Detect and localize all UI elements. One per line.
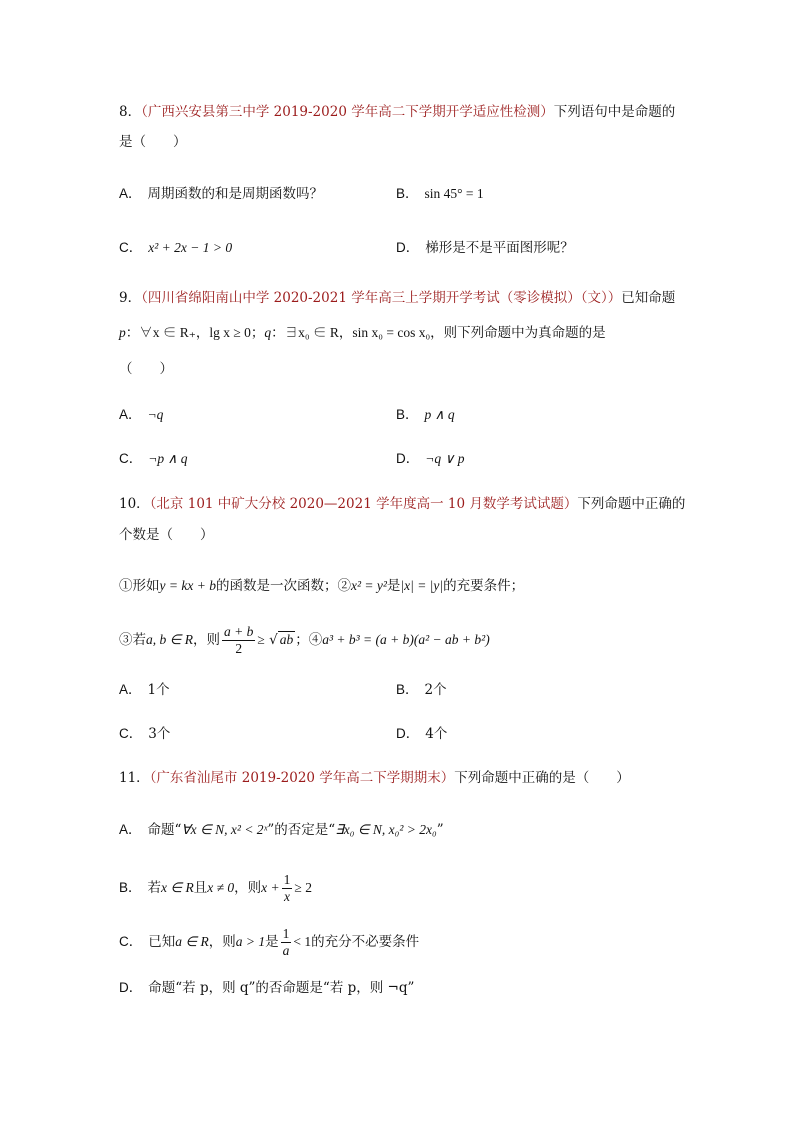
question-number: 10． (119, 496, 150, 512)
option-text: 周期函数的和是周期函数吗？ (147, 186, 324, 202)
option-text: 且 (193, 880, 208, 896)
question-8-stem (119, 102, 675, 122)
option-label: A． (119, 822, 142, 837)
q8-option-a[interactable] (119, 184, 323, 204)
question-8-stem-cont: 是（ ） (119, 134, 187, 150)
option-text: 梯形是不是平面图形呢？ (425, 240, 574, 256)
item-math: |x| = |y| (400, 578, 444, 593)
option-math: ¬q ∨ p (425, 451, 465, 466)
item-text: 的充要条件； (443, 578, 525, 594)
question-9-stem-cont (119, 323, 606, 343)
option-text: 2个 (424, 682, 447, 698)
q9-option-c[interactable] (119, 449, 188, 469)
fraction (282, 872, 293, 905)
option-text: 的充分不必要条件 (311, 934, 420, 950)
option-label: A． (119, 186, 142, 201)
item-text: ③若 (119, 632, 146, 648)
question-text: 下列命题中正确的 (577, 496, 686, 512)
question-number: 11． (119, 770, 150, 786)
question-number: 8． (119, 104, 142, 120)
option-label: A． (119, 682, 142, 697)
fraction-denominator: 2 (235, 641, 243, 656)
item-math: a³ + b³ = (a + b)(a² − ab + b²) (322, 632, 490, 647)
option-text: 命题“ (147, 822, 182, 838)
option-label: B． (396, 186, 419, 201)
item-text: 是 (386, 578, 401, 594)
option-math: x² + 2x − 1 > 0 (148, 240, 233, 255)
option-text: 3个 (148, 726, 171, 742)
q11-option-d[interactable] (119, 978, 414, 998)
fraction (222, 624, 255, 657)
option-text: ，则 (234, 880, 262, 896)
question-10-stem-cont: 个数是（ ） (119, 527, 214, 543)
option-label: D． (119, 980, 143, 995)
item-math: y = kx + b (159, 578, 216, 593)
question-text: 下列语句中是命题的 (553, 104, 676, 120)
fraction-denominator: x (284, 889, 291, 904)
option-math: a ∈ R (175, 934, 209, 949)
q10-option-d[interactable] (396, 724, 447, 744)
question-number: 9． (119, 290, 142, 306)
fraction-numerator: a + b (224, 624, 254, 639)
question-text: 下列命题中正确的是（ ） (454, 770, 630, 786)
option-text: ，则 (208, 934, 236, 950)
option-label: B． (396, 407, 419, 422)
q11-option-b[interactable] (119, 870, 312, 906)
option-label: B． (119, 880, 142, 895)
question-text: 已知命题 (621, 290, 676, 306)
option-math: p ∧ q (424, 407, 455, 422)
option-label: C． (119, 934, 143, 949)
question-source: （广西兴安县第三中学 2019-2020 学年高二下学期开学适应性检测） (141, 104, 554, 120)
option-label: D． (396, 451, 420, 466)
proposition-q-text: ：∃x₀ ∈ R，sin x₀ = cos x₀，则下列命题中为真命题的是 (271, 325, 606, 340)
q9-option-a[interactable] (119, 405, 163, 425)
question-9-stem-end: （ ） (119, 361, 173, 377)
option-text: 4个 (425, 726, 448, 742)
option-text: 已知 (148, 934, 176, 950)
proposition-p-text: ：∀x ∈ R₊，lg x ≥ 0； (125, 325, 265, 340)
q8-option-c[interactable] (119, 238, 232, 258)
q9-option-b[interactable] (396, 405, 455, 425)
option-math: x ≠ 0 (207, 880, 235, 895)
item-math: ≥ (257, 632, 265, 647)
option-math: ≥ 2 (294, 880, 312, 895)
option-math: ∃x₀ ∈ N, x₀² > 2x₀ (335, 822, 437, 837)
option-math: x ∈ R (161, 880, 194, 895)
item-text: ；④ (295, 632, 323, 648)
question-source: （北京 101 中矿大分校 2020—2021 学年度高一 10 月数学考试试题） (149, 496, 578, 512)
item-text: ①形如 (119, 578, 160, 594)
option-math: a > 1 (235, 934, 266, 949)
option-math: ¬p ∧ q (148, 451, 188, 466)
option-math: x + (261, 880, 280, 895)
q9-option-d[interactable] (396, 449, 465, 469)
item-text: ，则 (193, 632, 221, 648)
q8-option-b[interactable] (396, 184, 484, 204)
fraction-numerator: 1 (283, 872, 291, 887)
option-label: C． (119, 240, 143, 255)
option-math: sin 45° = 1 (424, 186, 484, 201)
item-text: 的函数是一次函数；② (215, 578, 351, 594)
option-text: 是 (265, 934, 279, 950)
item-math: a, b ∈ R (146, 632, 194, 647)
question-source: （广东省汕尾市 2019-2020 学年高二下学期期末） (149, 770, 455, 786)
fraction-numerator: 1 (282, 926, 290, 941)
option-label: A． (119, 407, 142, 422)
option-label: B． (396, 682, 419, 697)
fraction (281, 926, 292, 959)
q8-option-d[interactable] (396, 238, 574, 258)
question-10-stem (119, 494, 685, 514)
q10-option-a[interactable] (119, 680, 170, 700)
question-source: （四川省绵阳南山中学 2020-2021 学年高三上学期开学考试（零诊模拟）（文）） (141, 290, 622, 306)
q10-option-c[interactable] (119, 724, 170, 744)
question-9-stem (119, 288, 675, 308)
q10-option-b[interactable] (396, 680, 447, 700)
option-math: ¬q (147, 407, 164, 422)
option-label: D． (396, 726, 420, 741)
option-label: D． (396, 240, 420, 255)
q10-items-1-2 (119, 576, 524, 596)
option-math: < 1 (293, 934, 312, 949)
q11-option-a[interactable] (119, 820, 444, 840)
option-label: C． (119, 451, 143, 466)
proposition-q: q (264, 325, 272, 340)
option-text: 若 (147, 880, 162, 896)
option-text: ” (436, 822, 444, 838)
option-label: C． (119, 726, 143, 741)
question-11-stem (119, 768, 630, 788)
proposition-p: p (119, 325, 126, 340)
q10-items-3-4: ③若a, b ∈ R，则 $\frac{a + b}{2}$ ≥ √ ab ；④a³ + b³ = (a + b)(a² − ab + b²) (119, 624, 490, 656)
q11-option-c[interactable] (119, 924, 419, 960)
fraction-denominator: a (282, 943, 290, 958)
option-math: ∀x ∈ N, x² < 2ˣ (181, 822, 268, 837)
option-text: 1个 (147, 682, 170, 698)
item-math: x² = y² (350, 578, 387, 593)
sqrt-radicand: ab (279, 632, 294, 647)
option-text: ”的否定是“ (267, 822, 336, 838)
option-text: 命题“若 p，则 q”的否命题是“若 p，则 ¬q” (148, 980, 415, 996)
